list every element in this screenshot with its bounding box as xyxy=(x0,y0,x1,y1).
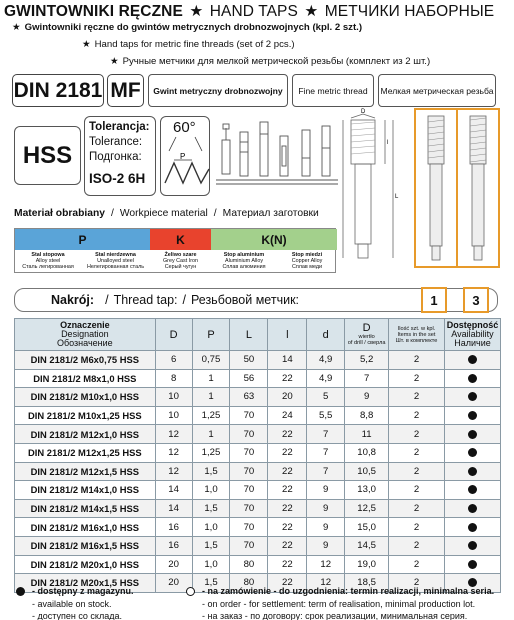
kroj-ru: Резьбовой метчик: xyxy=(190,293,300,307)
cell-name: DIN 2181/2 M10x1,0 HSS xyxy=(15,388,156,407)
tolerance-pl: Tolerancja: xyxy=(89,121,150,133)
cell-d: 12 xyxy=(307,555,345,574)
workpiece-label-ru: Материал заготовки xyxy=(222,208,319,219)
col-D: D xyxy=(155,319,192,351)
tolerance-en: Tolerance: xyxy=(89,136,143,148)
col-l: l xyxy=(268,319,307,351)
mf-code: MF xyxy=(107,74,144,107)
col-L: L xyxy=(230,319,268,351)
workpiece-label-en: Workpiece material xyxy=(119,208,208,219)
star-icon: ★ xyxy=(12,22,21,33)
cell-l: 20 xyxy=(268,388,307,407)
profile-label-l: l xyxy=(387,140,389,146)
title-en: HAND TAPS xyxy=(209,3,298,20)
cell-p: 1,0 xyxy=(192,481,230,500)
col-availability: Dostępność Availability Наличие xyxy=(444,319,500,351)
cell-d2: 5,2 xyxy=(345,351,389,370)
cell-l: 22 xyxy=(268,443,307,462)
col-designation: Oznaczenie Designation Обозначение xyxy=(15,319,156,351)
cell-qty: 2 xyxy=(389,536,445,555)
cell-d: 7 xyxy=(307,462,345,481)
cell-availability xyxy=(444,555,500,574)
cell-l: 70 xyxy=(230,481,268,500)
in-stock-dot-icon xyxy=(468,374,477,383)
cell-d2: 8,8 xyxy=(345,406,389,425)
cell-l: 22 xyxy=(268,536,307,555)
cell-qty: 2 xyxy=(389,499,445,518)
cell-p: 1,5 xyxy=(192,574,230,593)
material-group-k: K xyxy=(150,229,211,250)
cell-name: DIN 2181/2 M16x1,0 HSS xyxy=(15,518,156,537)
in-stock-dot-icon xyxy=(468,448,477,457)
profile-label-d: D xyxy=(361,109,366,115)
in-stock-dot-icon xyxy=(468,467,477,476)
tap-profile-drawing xyxy=(337,108,403,265)
cell-l: 22 xyxy=(268,518,307,537)
cell-qty: 2 xyxy=(389,369,445,388)
cell-d: 7 xyxy=(307,443,345,462)
cell-availability xyxy=(444,425,500,444)
col-drill: D wiertło of drill / сверла xyxy=(345,319,389,351)
thread-tap-bar: Nakrój: / Thread tap: / Резьбовой метчик: xyxy=(14,288,498,312)
material-cell: Stop aluminium Aluminium Alloy Сплав алюминия xyxy=(222,252,266,270)
cell-name: DIN 2181/2 M20x1,0 HSS xyxy=(15,555,156,574)
cell-qty: 2 xyxy=(389,481,445,500)
cell-p: 1,5 xyxy=(192,499,230,518)
cell-l: 22 xyxy=(268,555,307,574)
material-cell: Żeliwo szare Grey Cast Iron Серый чугун xyxy=(162,252,199,270)
cell-d: 12 xyxy=(155,425,192,444)
cell-d: 6 xyxy=(155,351,192,370)
star-icon: ★ xyxy=(82,39,91,50)
cell-availability xyxy=(444,351,500,370)
cell-availability xyxy=(444,388,500,407)
cell-qty: 2 xyxy=(389,425,445,444)
cell-qty: 2 xyxy=(389,555,445,574)
cell-l: 22 xyxy=(268,369,307,388)
in-stock-dot-icon xyxy=(468,485,477,494)
tap-number-3: 3 xyxy=(463,287,489,313)
cell-name: DIN 2181/2 M14x1,5 HSS xyxy=(15,499,156,518)
workpiece-material-table xyxy=(14,228,336,273)
in-stock-dot-icon xyxy=(468,430,477,439)
title-separator: ★ xyxy=(189,3,204,20)
thread-profile-icon xyxy=(161,117,211,197)
cell-l: 22 xyxy=(268,462,307,481)
page-title xyxy=(4,2,494,21)
tap-illustration-1 xyxy=(414,108,458,268)
cell-d: 4,9 xyxy=(307,369,345,388)
in-stock-dot-icon xyxy=(468,392,477,401)
cell-availability xyxy=(444,462,500,481)
kroj-pl: Nakrój: xyxy=(51,293,95,307)
cell-l: 80 xyxy=(230,574,268,593)
tap-number-1: 1 xyxy=(421,287,447,313)
table-row xyxy=(15,499,501,518)
cell-d: 5,5 xyxy=(307,406,345,425)
subtitle-ru: ★ Ручные метчики для мелкой метрической резьбы (комплект из 2 шт.) xyxy=(110,56,431,67)
subtitle-en: ★ Hand taps for metric fine threads (set of 2 pcs.) xyxy=(82,39,295,50)
filled-dot-icon xyxy=(16,587,25,596)
cell-l: 70 xyxy=(230,518,268,537)
cell-d: 12 xyxy=(155,443,192,462)
table-row xyxy=(15,388,501,407)
cell-qty: 2 xyxy=(389,462,445,481)
cell-name: DIN 2181/2 M14x1,0 HSS xyxy=(15,481,156,500)
cell-qty: 2 xyxy=(389,388,445,407)
cell-d: 20 xyxy=(155,574,192,593)
cell-l: 14 xyxy=(268,351,307,370)
cell-d2: 18,5 xyxy=(345,574,389,593)
table-row xyxy=(15,481,501,500)
code-bar xyxy=(12,74,496,107)
thread-angle: 60° xyxy=(173,119,196,136)
table-row xyxy=(15,555,501,574)
cell-qty: 2 xyxy=(389,574,445,593)
thread-desc-pl: Gwint metryczny drobnozwojny xyxy=(148,74,288,107)
cell-d2: 14,5 xyxy=(345,536,389,555)
cell-d: 9 xyxy=(307,518,345,537)
cell-l: 22 xyxy=(268,574,307,593)
cell-availability xyxy=(444,369,500,388)
table-row xyxy=(15,406,501,425)
cell-p: 1,0 xyxy=(192,555,230,574)
cell-d: 4,9 xyxy=(307,351,345,370)
cell-p: 0,75 xyxy=(192,351,230,370)
col-qty: Ilość szt. w kpl. Items in the set Шт. в комплекте xyxy=(389,319,445,351)
tolerance-ru: Подгонка: xyxy=(89,151,142,163)
cell-l: 22 xyxy=(268,425,307,444)
thread-desc-en: Fine metric thread xyxy=(292,74,374,107)
material-cell: Stal stopowa Alloy steel Сталь легированная xyxy=(22,252,74,270)
cell-availability xyxy=(444,481,500,500)
cell-d: 12 xyxy=(155,462,192,481)
legend-order: - na zamówienie - do uzgodnienia: termin realizacji, minimalna seria. - on order - for settlement: term of realisation, minimal production lot. - на заказ - по договору: срок реализации, минимальная серия. xyxy=(186,585,494,620)
cell-l: 70 xyxy=(230,425,268,444)
cell-l: 63 xyxy=(230,388,268,407)
tolerance-value: ISO-2 6H xyxy=(89,171,146,186)
legend-stock: - dostępny z magazynu. - available on stock. - доступен со склада. xyxy=(16,585,134,620)
col-d: d xyxy=(307,319,345,351)
workpiece-label-pl: Materiał obrabiany xyxy=(14,208,105,219)
cell-name: DIN 2181/2 M12x1,25 HSS xyxy=(15,443,156,462)
subtitle-pl: ★ Gwintowniki ręczne do gwintów metrycznych drobnozwojnych (kpl. 2 szt.) xyxy=(12,22,363,33)
cell-qty: 2 xyxy=(389,351,445,370)
material-group-kn: K(N) xyxy=(211,229,337,250)
tap-set-illustration xyxy=(214,118,341,192)
thread-profile-box xyxy=(160,116,210,196)
cell-l: 56 xyxy=(230,369,268,388)
in-stock-dot-icon xyxy=(468,411,477,420)
cell-l: 70 xyxy=(230,536,268,555)
star-icon: ★ xyxy=(110,56,119,67)
cell-name: DIN 2181/2 M20x1,5 HSS xyxy=(15,574,156,593)
cell-l: 50 xyxy=(230,351,268,370)
cell-availability xyxy=(444,536,500,555)
workpiece-label: Materiał obrabiany / Workpiece material / Материал заготовки xyxy=(14,208,319,219)
table-row xyxy=(15,425,501,444)
cell-d: 9 xyxy=(307,536,345,555)
cell-l: 70 xyxy=(230,406,268,425)
cell-l: 70 xyxy=(230,462,268,481)
title-separator: ★ xyxy=(304,3,319,20)
cell-availability xyxy=(444,406,500,425)
in-stock-dot-icon xyxy=(468,523,477,532)
cell-l: 70 xyxy=(230,443,268,462)
cell-d: 12 xyxy=(307,574,345,593)
cell-d: 16 xyxy=(155,536,192,555)
product-table xyxy=(14,318,501,593)
open-dot-icon xyxy=(186,587,195,596)
cell-d2: 9 xyxy=(345,388,389,407)
table-row xyxy=(15,369,501,388)
cell-l: 22 xyxy=(268,499,307,518)
thread-pitch-label: P xyxy=(180,152,186,161)
cell-l: 22 xyxy=(268,481,307,500)
cell-name: DIN 2181/2 M6x0,75 HSS xyxy=(15,351,156,370)
material-cell: Stop miedzi Copper Alloy Сплав меди xyxy=(291,252,323,270)
cell-qty: 2 xyxy=(389,518,445,537)
cell-d2: 11 xyxy=(345,425,389,444)
col-P: P xyxy=(192,319,230,351)
cell-p: 1,25 xyxy=(192,406,230,425)
cell-p: 1 xyxy=(192,425,230,444)
cell-d2: 19,0 xyxy=(345,555,389,574)
cell-name: DIN 2181/2 M12x1,0 HSS xyxy=(15,425,156,444)
cell-p: 1,5 xyxy=(192,462,230,481)
cell-d: 8 xyxy=(155,369,192,388)
cell-d: 9 xyxy=(307,499,345,518)
cell-d: 14 xyxy=(155,499,192,518)
cell-name: DIN 2181/2 M16x1,5 HSS xyxy=(15,536,156,555)
cell-d2: 7 xyxy=(345,369,389,388)
material-code: HSS xyxy=(14,126,81,185)
table-row xyxy=(15,536,501,555)
cell-availability xyxy=(444,499,500,518)
cell-d: 7 xyxy=(307,425,345,444)
cell-availability xyxy=(444,443,500,462)
cell-l: 70 xyxy=(230,499,268,518)
cell-l: 24 xyxy=(268,406,307,425)
cell-name: DIN 2181/2 M12x1,5 HSS xyxy=(15,462,156,481)
tap-3-icon xyxy=(458,110,498,266)
cell-d2: 15,0 xyxy=(345,518,389,537)
cell-p: 1 xyxy=(192,388,230,407)
cell-d2: 10,5 xyxy=(345,462,389,481)
in-stock-dot-icon xyxy=(468,560,477,569)
table-row xyxy=(15,518,501,537)
cell-name: DIN 2181/2 M10x1,25 HSS xyxy=(15,406,156,425)
cell-l: 80 xyxy=(230,555,268,574)
in-stock-dot-icon xyxy=(468,504,477,513)
material-group-p: P xyxy=(15,229,150,250)
cell-d: 20 xyxy=(155,555,192,574)
table-row xyxy=(15,443,501,462)
material-cell: Stal nierdzewna Unalloyed steel Нелегированная сталь xyxy=(86,252,145,270)
cell-p: 1,5 xyxy=(192,536,230,555)
table-row xyxy=(15,462,501,481)
cell-d2: 12,5 xyxy=(345,499,389,518)
cell-p: 1,25 xyxy=(192,443,230,462)
tap-illustration-3 xyxy=(456,108,500,268)
kroj-en: Thread tap: xyxy=(113,293,178,307)
cell-d: 16 xyxy=(155,518,192,537)
cell-d: 9 xyxy=(307,481,345,500)
cell-p: 1,0 xyxy=(192,518,230,537)
cell-availability xyxy=(444,518,500,537)
cell-qty: 2 xyxy=(389,406,445,425)
cell-qty: 2 xyxy=(389,443,445,462)
tap-1-icon xyxy=(416,110,456,266)
cell-p: 1 xyxy=(192,369,230,388)
din-code: DIN 2181 xyxy=(12,74,104,107)
cell-d2: 10,8 xyxy=(345,443,389,462)
tolerance-box xyxy=(84,116,156,196)
cell-d: 10 xyxy=(155,406,192,425)
profile-label-L: L xyxy=(395,194,399,200)
thread-desc-ru: Мелкая метрическая резьба xyxy=(378,74,496,107)
title-ru: МЕТЧИКИ НАБОРНЫЕ xyxy=(324,3,495,20)
in-stock-dot-icon xyxy=(468,355,477,364)
in-stock-dot-icon xyxy=(468,541,477,550)
table-row xyxy=(15,351,501,370)
cell-d2: 13,0 xyxy=(345,481,389,500)
title-pl: GWINTOWNIKI RĘCZNE xyxy=(4,3,183,20)
cell-name: DIN 2181/2 M8x1,0 HSS xyxy=(15,369,156,388)
cell-d: 5 xyxy=(307,388,345,407)
cell-d: 14 xyxy=(155,481,192,500)
cell-d: 10 xyxy=(155,388,192,407)
